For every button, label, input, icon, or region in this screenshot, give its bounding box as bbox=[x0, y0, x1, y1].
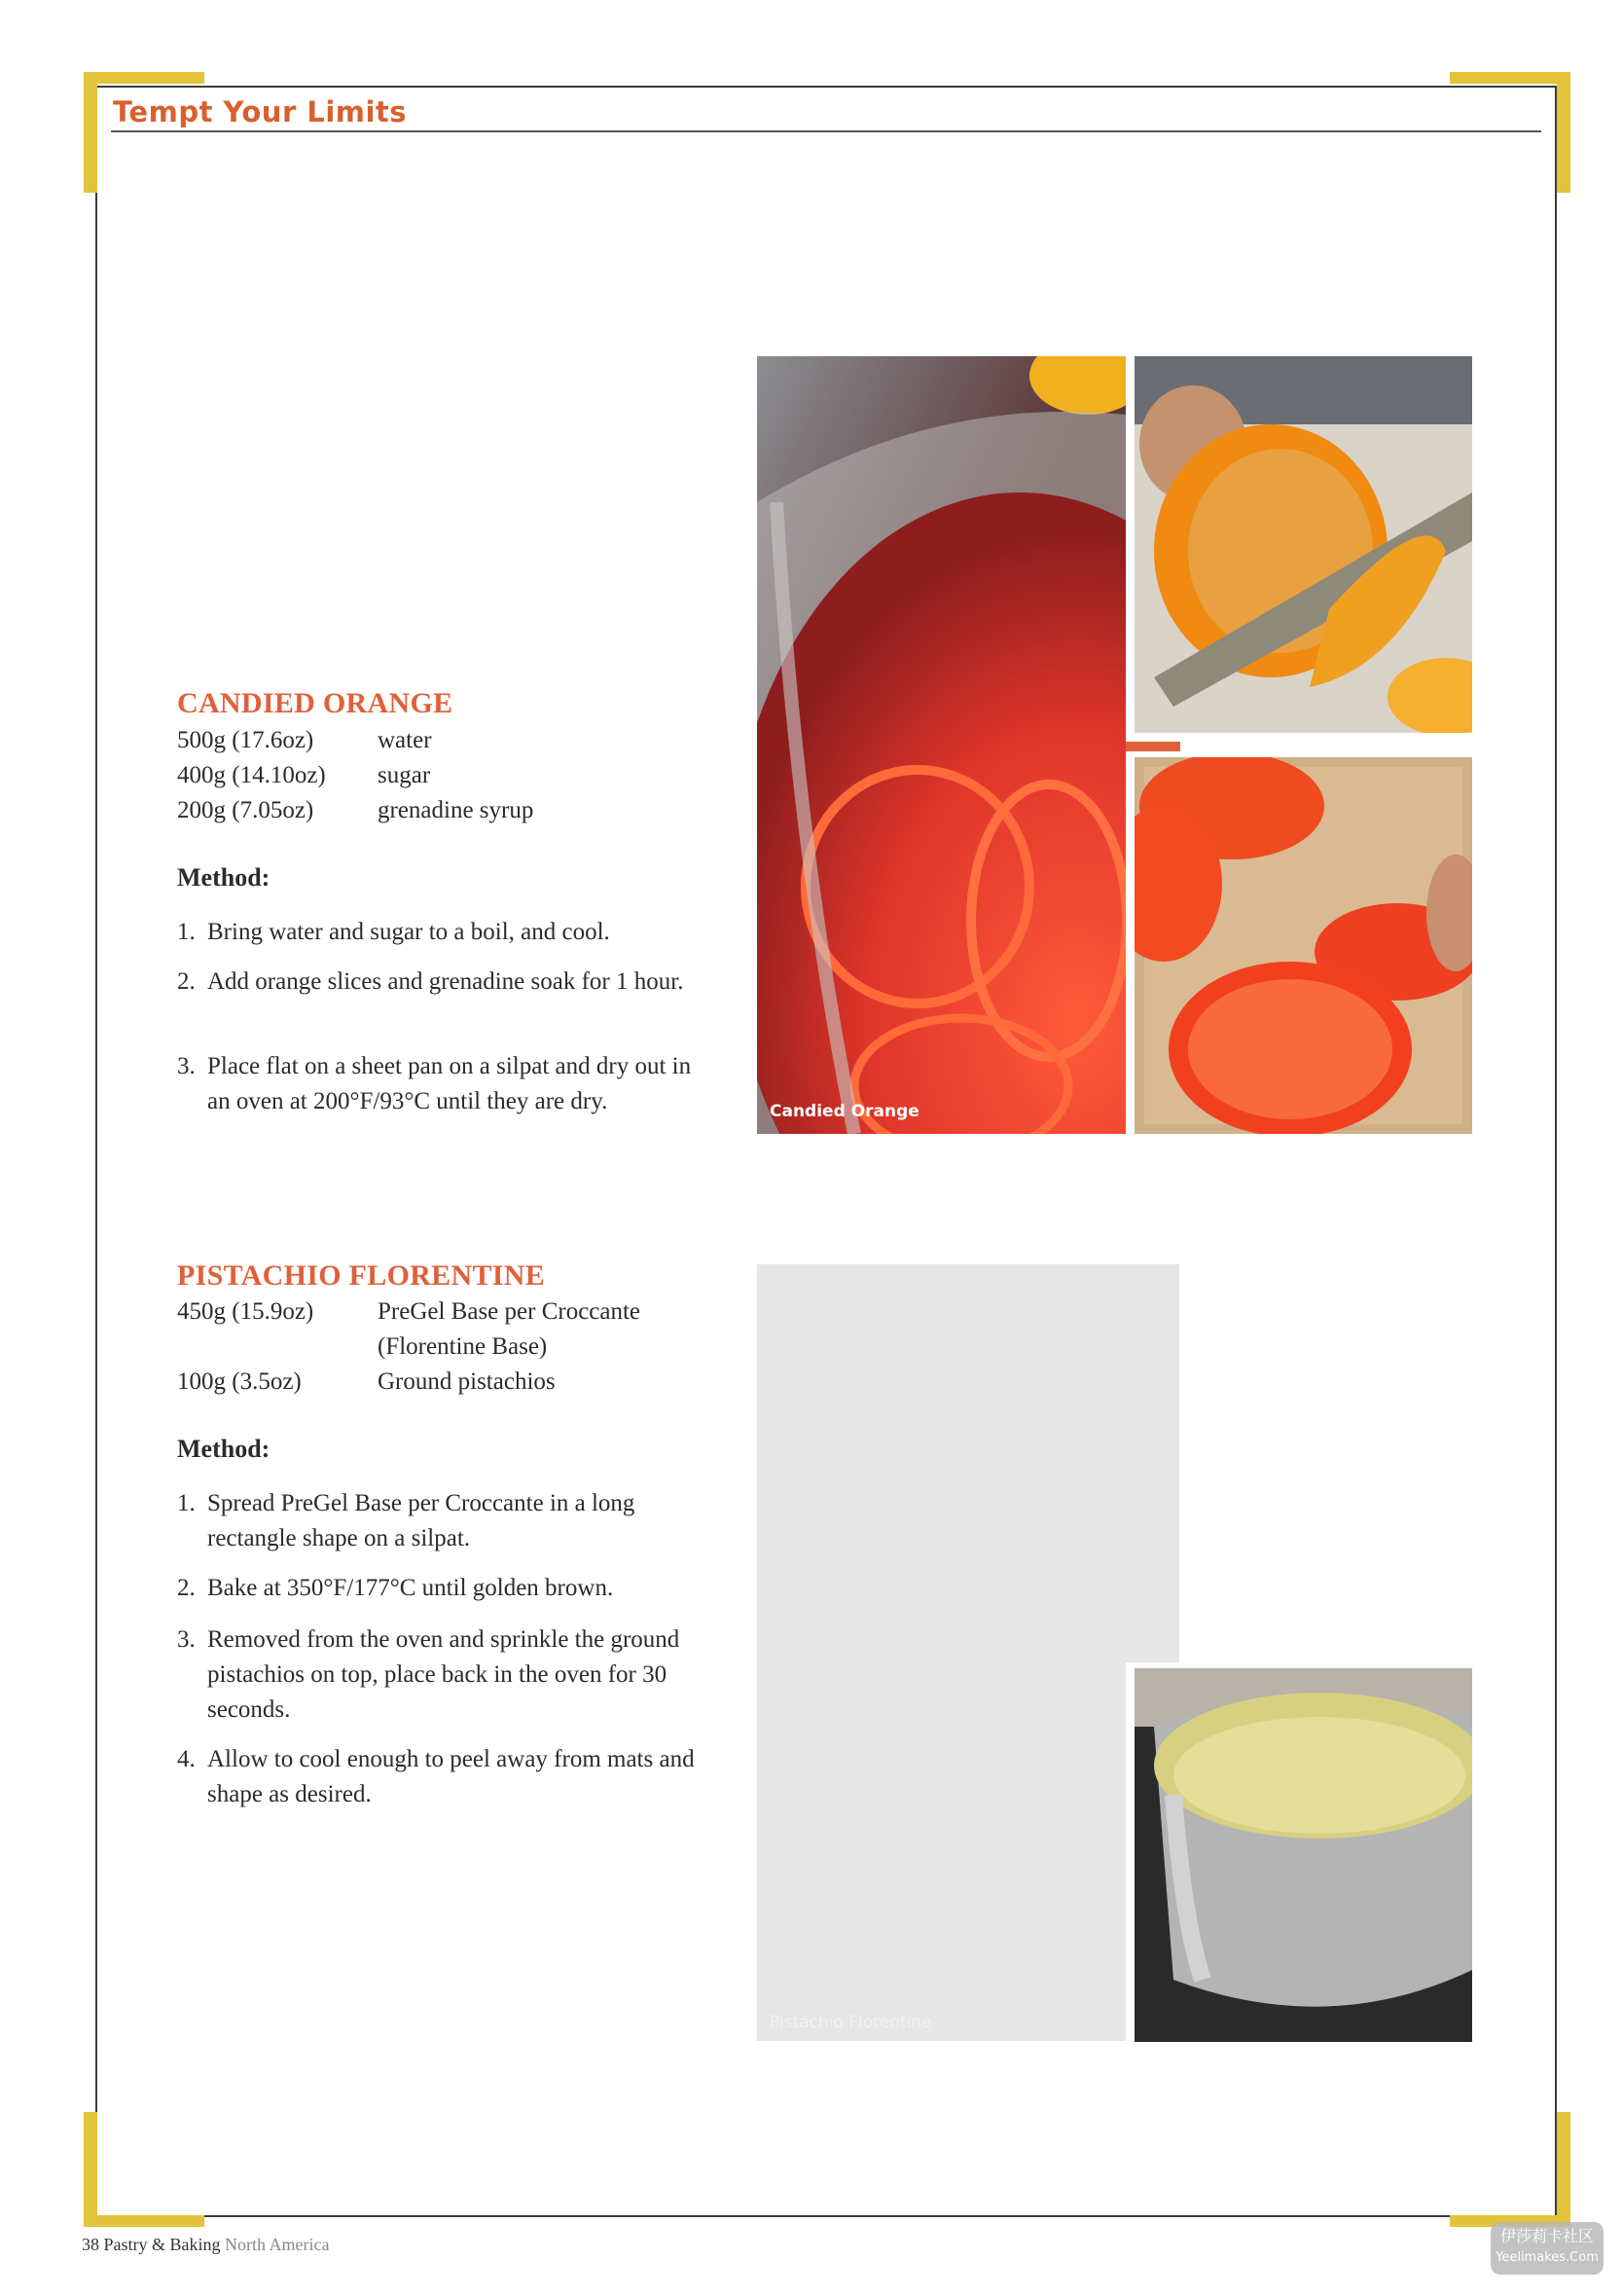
watermark-line1: 伊莎莉卡社区 bbox=[1499, 2227, 1594, 2245]
step-text: Bake at 350°F/177°C until golden brown. bbox=[207, 1575, 614, 1601]
step-number: 2. bbox=[177, 968, 196, 995]
ingredient-name: water bbox=[378, 727, 432, 753]
ingredient-name: PreGel Base per Croccante (Florentine Base) bbox=[378, 1298, 641, 1360]
page-number: 38 bbox=[82, 2235, 99, 2254]
photo-caption-pistachio-florentine: Pistachio Florentine bbox=[770, 2013, 932, 2032]
step-text: Removed from the oven and sprinkle the ground pistachios on top, place back in the oven for 30 seconds. bbox=[207, 1626, 680, 1723]
ingredient-name: sugar bbox=[378, 762, 431, 788]
corner-accent-top-right bbox=[1557, 72, 1570, 193]
corner-accent-top-right-h bbox=[1450, 72, 1570, 84]
corner-accent-top-left bbox=[84, 72, 97, 193]
step-number: 3. bbox=[177, 1053, 196, 1079]
photo-pistachio-pot bbox=[1135, 1668, 1472, 2042]
step-number: 1. bbox=[177, 1490, 196, 1516]
watermark-line2: Yeelimakes.Com bbox=[1496, 2250, 1599, 2265]
method-label: Method: bbox=[177, 863, 270, 892]
corner-accent-bottom-left bbox=[84, 2112, 97, 2227]
magazine-region: North America bbox=[225, 2235, 330, 2254]
recipe-title-candied-orange: CANDIED ORANGE bbox=[177, 687, 453, 719]
step-number: 3. bbox=[177, 1626, 196, 1653]
step-text: Place flat on a sheet pan on a silpat and dry out in an oven at 200°F/93°C until they are dry. bbox=[207, 1053, 692, 1114]
corner-accent-bottom-right bbox=[1557, 2112, 1570, 2227]
step-text: Spread PreGel Base per Croccante in a long rectangle shape on a silpat. bbox=[207, 1490, 635, 1551]
photo-candied-orange-pot bbox=[757, 356, 1126, 1134]
ingredient-qty: 400g (14.10oz) bbox=[177, 762, 326, 788]
photo-orange-slices-silpat bbox=[1135, 757, 1472, 1134]
step-text: Allow to cool enough to peel away from mats and shape as desired. bbox=[207, 1746, 695, 1807]
ingredient-name: grenadine syrup bbox=[378, 797, 534, 823]
watermark-logo bbox=[1491, 2222, 1604, 2275]
ingredient-qty: 100g (3.5oz) bbox=[177, 1368, 302, 1395]
step-number: 4. bbox=[177, 1746, 196, 1772]
accent-bar bbox=[1126, 742, 1180, 751]
ingredient-name: Ground pistachios bbox=[378, 1368, 556, 1395]
photo-slicing-orange bbox=[1135, 356, 1472, 733]
step-number: 2. bbox=[177, 1575, 196, 1601]
ingredient-qty: 500g (17.6oz) bbox=[177, 727, 314, 753]
photo-pistachio-florentine-panel bbox=[757, 1264, 1179, 2041]
photo-caption-candied-orange: Candied Orange bbox=[770, 1102, 919, 1121]
footer bbox=[82, 2235, 329, 2255]
header-rule bbox=[111, 130, 1541, 132]
step-text: Add orange slices and grenadine soak for 1 hour. bbox=[207, 968, 684, 995]
recipe-title-pistachio-florentine: PISTACHIO FLORENTINE bbox=[177, 1259, 546, 1292]
magazine-name: Pastry & Baking bbox=[103, 2235, 221, 2254]
corner-accent-bottom-left-h bbox=[84, 2215, 204, 2227]
corner-accent-top-left-h bbox=[84, 72, 204, 84]
section-title: Tempt Your Limits bbox=[113, 95, 408, 128]
ingredient-qty: 200g (7.05oz) bbox=[177, 797, 314, 823]
method-label: Method: bbox=[177, 1435, 270, 1463]
ingredient-qty: 450g (15.9oz) bbox=[177, 1298, 314, 1325]
step-number: 1. bbox=[177, 919, 196, 945]
step-text: Bring water and sugar to a boil, and cool. bbox=[207, 919, 610, 945]
